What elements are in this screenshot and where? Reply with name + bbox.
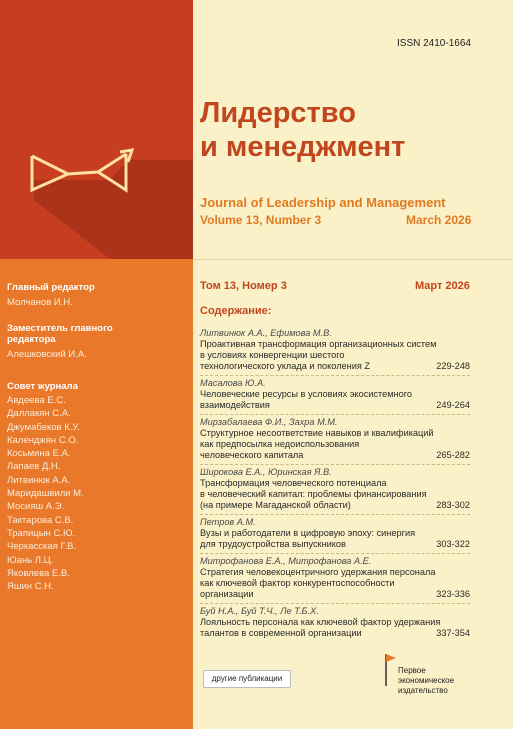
chief-editor-block xyxy=(7,282,95,308)
publisher-line: издательство xyxy=(398,686,448,695)
logo-shadow xyxy=(0,0,193,259)
council-member: Даллакян С.А. xyxy=(7,408,71,420)
council-member: Трапицын С.Ю. xyxy=(7,527,76,539)
council-member: Тактарова С.В. xyxy=(7,514,74,526)
deputy-title-line-1: Заместитель главного xyxy=(7,323,113,334)
article-title-line: (на примере Магаданской области) xyxy=(200,500,351,510)
separator xyxy=(200,514,470,515)
council-title: Совет журнала xyxy=(7,381,78,392)
article-title-line: Вузы и работодатели в цифровую эпоху: синергия xyxy=(200,528,416,538)
arrow-bow-logo-icon xyxy=(28,148,138,198)
article-title-line: как ключевой фактор конкурентоспособности xyxy=(200,578,395,588)
volume-en: Volume 13, Number 3 xyxy=(200,213,322,227)
article-title-line: Человеческие ресурсы в условиях экосистемного xyxy=(200,389,412,399)
council-member: Яковлева Е.В. xyxy=(7,567,70,579)
article-pages: 249-264 xyxy=(436,400,470,410)
article-pages: 323-336 xyxy=(436,589,470,599)
separator xyxy=(200,414,470,415)
article-title-line: человеческого капитала xyxy=(200,450,304,460)
deputy-editor-name: Алешковский И.А. xyxy=(7,349,87,360)
article-authors: Мирзабалаева Ф.И., Захра М.М. xyxy=(200,417,338,427)
other-publications-button[interactable]: другие публикации xyxy=(203,670,291,688)
divider xyxy=(193,259,513,260)
article-title-line: взаимодействия xyxy=(200,400,270,410)
date-en: March 2026 xyxy=(406,213,472,227)
article-authors: Литвинюк А.А., Ефимова М.В. xyxy=(200,328,332,338)
article-title-line: Стратегия человекоцентричного удержания персонала xyxy=(200,567,436,577)
article-title-line: талантов в современной организации xyxy=(200,628,362,638)
article-title-line: в человеческий капитал: проблемы финансирования xyxy=(200,489,427,499)
council-member: Лапаев Д.Н. xyxy=(7,461,61,473)
council-member: Юань Л.Ц. xyxy=(7,554,54,566)
contents-title: Содержание: xyxy=(200,305,272,317)
publisher-line: экономическое xyxy=(398,676,455,685)
chief-editor-title: Главный редактор xyxy=(7,282,95,293)
chief-editor-name: Молчанов И.Н. xyxy=(7,297,73,308)
council-block xyxy=(7,381,84,593)
separator xyxy=(200,603,470,604)
publisher-name xyxy=(398,666,454,696)
council-member: Косьмина Е.А. xyxy=(7,448,71,460)
date-ru: Март 2026 xyxy=(415,280,470,292)
left-sidebar xyxy=(0,0,193,729)
journal-title-ru xyxy=(200,96,405,164)
council-member: Авдеева Е.С. xyxy=(7,395,66,406)
deputy-title-line-2: редактора xyxy=(7,334,56,345)
article-title-line: технологического уклада и поколения Z xyxy=(200,361,371,371)
article-title-line: Трансформация человеческого потенциала xyxy=(200,478,387,488)
council-member: Маридашвили М. xyxy=(7,488,84,500)
deputy-editor-block xyxy=(7,323,113,360)
article-pages: 229-248 xyxy=(436,361,470,371)
article-pages: 265-282 xyxy=(436,450,470,460)
separator xyxy=(200,464,470,465)
separator xyxy=(200,553,470,554)
council-member: Мосияш А.Э. xyxy=(7,501,65,513)
council-member: Черкасская Г.В. xyxy=(7,541,77,553)
article-pages: 337-354 xyxy=(436,628,470,638)
council-member: Литвинюк А.А. xyxy=(7,474,71,486)
article-title-line: в условиях конвергенции шестого xyxy=(200,350,345,360)
council-member: Календжян С.О. xyxy=(7,434,79,446)
article-title-line: для трудоустройства выпускников xyxy=(200,539,346,549)
article-authors: Масалова Ю.А. xyxy=(200,378,266,388)
publisher-flag-icon xyxy=(383,652,397,688)
article-title-line: как предпосылка недоиспользования xyxy=(200,439,360,449)
article-authors: Широкова Е.А., Юринская Я.В. xyxy=(200,467,332,477)
article-authors: Буй Н.А., Буй Т.Ч., Ле Т.Б.Х. xyxy=(200,606,319,616)
journal-title-en: Journal of Leadership and Management xyxy=(200,195,446,210)
issn: ISSN 2410-1664 xyxy=(397,38,471,49)
council-member: Джумабеков К.У. xyxy=(7,421,80,433)
article-authors: Митрофанова Е.А., Митрофанова А.Е. xyxy=(200,556,372,566)
journal-title-ru-line-2: и менеджмент xyxy=(200,131,406,163)
logo-panel xyxy=(0,0,193,259)
article-authors: Петров А.М. xyxy=(200,517,256,527)
article-title-line: Проактивная трансформация организационных систем xyxy=(200,339,437,349)
article-title-line: Лояльность персонала как ключевой фактор удержания xyxy=(200,617,441,627)
publisher-line: Первое xyxy=(398,666,426,675)
journal-title-ru-line-1: Лидерство xyxy=(200,97,356,129)
article-title-line: Структурное несоответствие навыков и квалификаций xyxy=(200,428,434,438)
separator xyxy=(200,375,470,376)
article-title-line: организации xyxy=(200,589,254,599)
council-member: Яшин С.Н. xyxy=(7,581,54,593)
volume-ru: Том 13, Номер 3 xyxy=(200,280,287,292)
article-pages: 283-302 xyxy=(436,500,470,510)
article-pages: 303-322 xyxy=(436,539,470,549)
